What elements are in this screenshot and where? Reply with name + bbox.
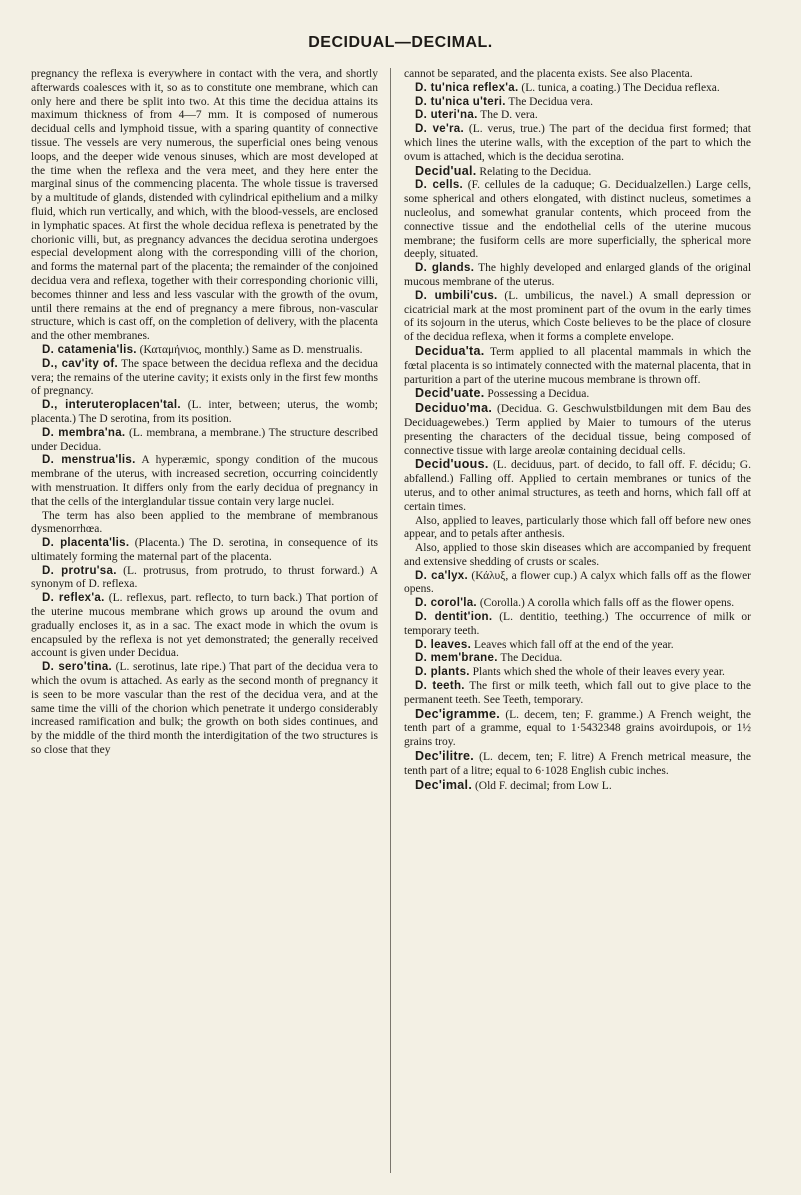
entry-text: Also, applied to leaves, particularly those which fall off before new ones appear, and to petals after anthesis. [404, 514, 751, 541]
dictionary-entry [404, 611, 751, 639]
entry-headword: D. ca'lyx. [415, 569, 468, 582]
entry-headword: Dec'imal. [415, 777, 473, 792]
entry-text: The highly developed and enlarged glands of the original mucous membrane of the uterus. [404, 262, 751, 288]
entry-text: Plants which shed the whole of their leaves every year. [472, 666, 725, 679]
entry-text: (L. reflexus, part. reflecto, to turn back.) That portion of the uterine mucous membrane which grows up around the ovum and gradually encloses it, as in a sac. The exact mode in which the ovum is encapsuled by the reflexa is not yet demonstrated; the generally received account is given under Decidua. [31, 592, 378, 660]
dictionary-entry [404, 165, 751, 180]
entry-headword: Dec'ilitre. [415, 749, 475, 764]
entry-text: (L. inter, between; uterus, the womb; placenta.) The D serotina, from its position. [31, 399, 378, 425]
entry-paragraph [404, 542, 751, 570]
dictionary-entry [404, 458, 751, 514]
dictionary-entry [404, 779, 751, 794]
entry-headword: D. tu'nica u'teri. [415, 95, 506, 108]
entry-text: (Decidua. G. Geschwulstbildungen mit dem Bau des Deciduagewebes.) Term applied by Maier to tumours of the uterus presenting the characters of the decidual tissue, being composed of connective tissue with large areolæ containing decidual cells. [404, 403, 751, 457]
dictionary-entry [31, 592, 378, 661]
entry-headword: Dec'igramme. [415, 706, 501, 721]
dictionary-entry [31, 427, 378, 455]
dictionary-entry [404, 262, 751, 290]
entry-headword: D. corol'la. [415, 597, 477, 610]
entry-text: Relating to the Decidua. [479, 165, 592, 178]
dictionary-entry [404, 82, 751, 96]
entry-text: (L. membrana, a membrane.) The structure described under Decidua. [31, 426, 378, 453]
entry-paragraph [31, 68, 378, 344]
entry-headword: D. sero'tina. [42, 661, 113, 674]
dictionary-entry [404, 345, 751, 387]
entry-headword: D. glands. [415, 262, 475, 275]
entry-paragraph [404, 68, 751, 82]
entry-text: (L. decem, ten; F. litre) A French metrical measure, the tenth part of a litre; equal to 6·1028 English cubic inches. [404, 751, 751, 777]
entry-text: (Placenta.) The D. serotina, in consequence of its ultimately forming the maternal part of the placenta. [31, 537, 378, 563]
entry-text: (L. verus, true.) The part of the decidua first formed; that which lines the uterine walls, with the exception of the part to which the ovum is attached, which is the decidua serotina. [404, 123, 751, 163]
entry-text: The first or milk teeth, which fall out to give place to the permanent teeth. See Teeth, temporary. [404, 680, 751, 706]
entry-headword: D. menstrua'lis. [42, 454, 136, 467]
entry-text: A hyperæmic, spongy condition of the mucous membrane of the uterus, with increased secretion, occurring coincidently with menstruation. It differs only from the early decidua of pregnancy in that the cells of the interglandular tissue contain very large nuclei. [31, 454, 378, 508]
entry-headword: D. uteri'na. [415, 109, 478, 122]
entry-headword: Decidua'ta. [415, 343, 485, 358]
entry-text: Term applied to all placental mammals in which the fœtal placenta is so intimately connected with the maternal placenta, that in parturition a part of the uterine mucous membrane is thrown off. [404, 345, 751, 386]
dictionary-entry [404, 570, 751, 598]
dictionary-entry [404, 597, 751, 611]
left-column [31, 68, 378, 1178]
entry-headword: D. leaves. [415, 638, 472, 651]
entry-headword: D., interuteroplacen'tal. [42, 399, 181, 412]
dictionary-entry [404, 109, 751, 123]
entry-text: (L. dentitio, teething.) The occurrence of milk or temporary teeth. [404, 611, 751, 637]
entry-headword: Decid'ual. [415, 163, 477, 178]
entry-text: The term has also been applied to the membrane of membranous dysmenorrhœa. [31, 509, 378, 536]
entry-text: (L. tunica, a coating.) The Decidua reflexa. [521, 81, 720, 94]
dictionary-entry [404, 708, 751, 750]
dictionary-entry [404, 179, 751, 262]
dictionary-entry [404, 652, 751, 666]
dictionary-entry [31, 358, 378, 399]
entry-headword: D. reflex'a. [42, 592, 105, 605]
dictionary-entry [404, 639, 751, 653]
entry-headword: D. plants. [415, 666, 470, 679]
entry-headword: D. umbili'cus. [415, 289, 498, 302]
entry-headword: D. teeth. [415, 680, 465, 693]
entry-text: Possessing a Decidua. [487, 388, 590, 401]
entry-text: The space between the decidua reflexa and the decidua vera; the remains of the uterine cavity; it exists only in the first few months of pregnancy. [31, 357, 378, 398]
dictionary-entry [404, 96, 751, 110]
dictionary-entry [31, 454, 378, 509]
entry-text: (L. protrusus, from protrudo, to thrust forward.) A synonym of D. reflexa. [31, 564, 378, 591]
entry-text: (L. decem, ten; F. gramme.) A French weight, the tenth part of a gramme, equal to 1·5432348 grains avoirdupois, or 1½ grains troy. [404, 708, 751, 749]
entry-text: (Καταμήνιος, monthly.) Same as D. menstrualis. [139, 343, 363, 356]
entry-text: (Κάλυξ, a flower cup.) A calyx which falls off as the flower opens. [404, 569, 751, 596]
entry-paragraph [31, 510, 378, 538]
entry-paragraph [404, 515, 751, 543]
entry-text: Leaves which fall off at the end of the year. [473, 638, 674, 651]
dictionary-entry [31, 399, 378, 427]
entry-text: pregnancy the reflexa is everywhere in contact with the vera, and shortly afterwards coalesces with it, so as to constitute one membrane, which can only here and there be split into two. At this time the decidua attains its maximum thickness of from 4—7 mm. It is composed of numerous decidual cells and lymphoid tissue, with a sparing quantity of connective tissue. The vessels are very numerous, the superficial ones being venous loops, and the deeper wide venous sinuses, which are most developed at the time when the reflexa and the vera meet, and they here enter the marginal sinus of the commencing placenta. The whole tissue is traversed by a multitude of glands, distended with cylindrical epithelium and a milky fluid, which run vertically, and which, with the blood-vessels, are enclosed in lymphatic spaces. At first the whole decidua reflexa is penetrated by the chorionic villi, but, as pregnancy advances the decidua serotina undergoes especial development along with the corresponding villi of the chorion, and forms the maternal part of the placenta; the remainder of the conjoined decidua vera and reflexa, together with their corresponding chorionic villi, becomes thinner and less and less vascular with the growth of the ovum, until there remains at the end of pregnancy a mere fibrous, non-vascular structure, which is cast off, on the completion of delivery, with the placenta and the other membranes. [31, 68, 378, 343]
dictionary-entry [31, 661, 378, 758]
entry-text: The D. vera. [480, 109, 538, 122]
entry-headword: D. protru'sa. [42, 564, 117, 577]
entry-headword: Decid'uate. [415, 386, 485, 401]
right-column [404, 68, 751, 1178]
entry-headword: D. mem'brane. [415, 652, 498, 665]
dictionary-entry [404, 680, 751, 708]
entry-headword: D. dentit'ion. [415, 611, 493, 624]
entry-text: (L. serotinus, late ripe.) That part of the decidua vera to which the ovum is attached. As early as the second month of pregnancy it is seen to be more vascular than the rest of the decidua vera, and at the same time the villi of the chorion which penetrate it undergo considerably increased ramification and bulk; the growth on both sides continues, and by the middle of the third month the interdigitation of the two structures is so close that they [31, 661, 378, 757]
entry-headword: D. ve'ra. [415, 123, 465, 136]
entry-headword: Decid'uous. [415, 457, 489, 472]
entry-headword: D. tu'nica reflex'a. [415, 81, 519, 94]
entry-headword: D., cav'ity of. [42, 357, 118, 370]
entry-text: The Decidua vera. [508, 95, 594, 108]
entry-text: The Decidua. [500, 652, 563, 665]
dictionary-entry [31, 565, 378, 593]
entry-headword: D. catamenia'lis. [42, 343, 137, 356]
dictionary-entry [404, 666, 751, 680]
dictionary-entry [31, 344, 378, 358]
running-head: DECIDUAL—DECIMAL. [308, 34, 493, 51]
dictionary-entry [404, 290, 751, 345]
dictionary-entry [404, 123, 751, 164]
entry-text: (L. deciduus, part. of decido, to fall off. F. décidu; G. abfallend.) Falling off. Applied to certain membranes or tunics of the uterus, and to other animal structures, as teeth and horns, which fall off at certain times. [404, 459, 751, 513]
entry-headword: D. membra'na. [42, 426, 126, 439]
dictionary-entry [31, 537, 378, 565]
entry-headword: D. placenta'lis. [42, 537, 130, 550]
entry-headword: D. cells. [415, 179, 464, 192]
dictionary-entry [404, 402, 751, 458]
entry-headword: Deciduo'ma. [415, 401, 493, 416]
entry-text: cannot be separated, and the placenta exists. See also Placenta. [404, 68, 693, 80]
dictionary-entry [404, 750, 751, 779]
entry-text: (L. umbilicus, the navel.) A small depression or cicatricial mark at the most prominent part of the ovum in the early times of its sojourn in the uterus, which Coste believes to be the place of closure of the decidua reflexa, when it forms a complete envelope. [404, 289, 751, 344]
entry-text: (F. cellules de la caduque; G. Decidualzellen.) Large cells, some spherical and others elongated, with distinct nucleus, sometimes a nucleolus, and somewhat granular contents, which proceed from the connective tissue and the endothelial cells of the uterine mucous membrane; the fusiform cells are more superficially, the spherical more deeply, situated. [404, 179, 751, 261]
entry-text: (Old F. decimal; from Low L. [474, 779, 612, 792]
entry-text: Also, applied to those skin diseases which are accompanied by frequent and extensive shedding of crusts or scales. [404, 542, 751, 568]
column-divider [390, 68, 391, 1173]
dictionary-entry [404, 387, 751, 402]
entry-text: (Corolla.) A corolla which falls off as the flower opens. [479, 597, 735, 610]
